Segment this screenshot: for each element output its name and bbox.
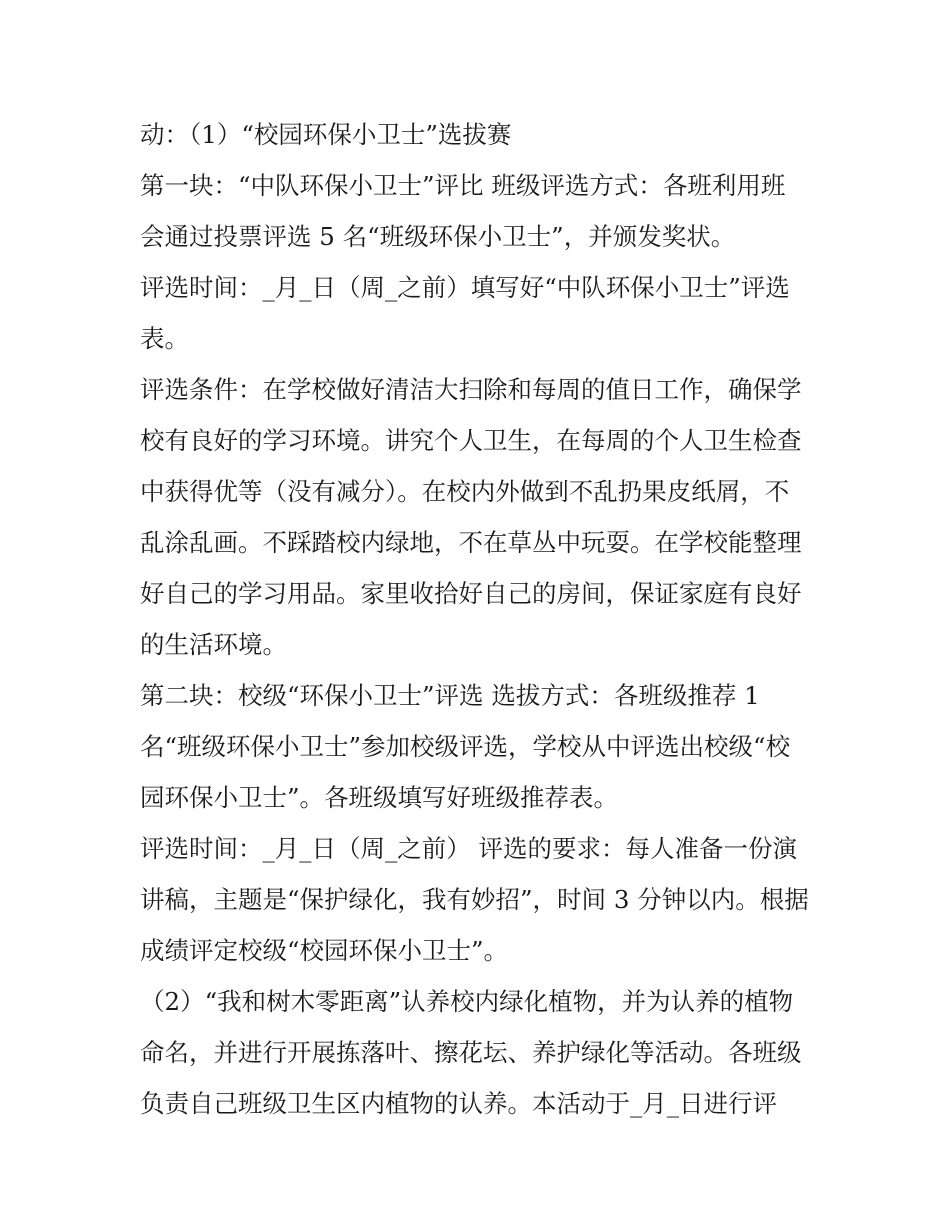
text-line: 第二块：校级“环保小卫士”评选 选拔方式：各班级推荐 1 xyxy=(140,681,760,710)
text-line: 评选条件：在学校做好清洁大扫除和每周的值日工作，确保学 xyxy=(140,375,802,404)
text-line: 园环保小卫士”。各班级填写好班级推荐表。 xyxy=(140,783,619,812)
text-line: 名“班级环保小卫士”参加校级评选，学校从中评选出校级“校 xyxy=(140,732,791,761)
text-line: 乱涂乱画。不踩踏校内绿地，不在草丛中玩耍。在学校能整理 xyxy=(140,528,802,557)
text-line: 第一块：“中队环保小卫士”评比 班级评选方式：各班利用班 xyxy=(140,171,786,200)
text-line: 命名，并进行开展拣落叶、擦花坛、养护绿化等活动。各班级 xyxy=(140,1038,802,1067)
text-line: 动：（1）“校园环保小卫士”选拔赛 xyxy=(140,120,512,149)
text-line: 成绩评定校级“校园环保小卫士”。 xyxy=(140,936,509,965)
text-line: 评选时间：_月_日（周_之前）填写好“中队环保小卫士”评选 xyxy=(140,273,790,302)
text-line: （2）“我和树木零距离”认养校内绿化植物，并为认养的植物 xyxy=(140,987,794,1016)
text-line: 负责自己班级卫生区内植物的认养。本活动于_月_日进行评 xyxy=(140,1089,777,1118)
text-line: 表。 xyxy=(140,324,189,353)
text-line: 讲稿，主题是“保护绿化，我有妙招”，时间 3 分钟以内。根据 xyxy=(140,885,809,914)
text-line: 校有良好的学习环境。讲究个人卫生，在每周的个人卫生检查 xyxy=(140,426,802,455)
text-line: 的生活环境。 xyxy=(140,630,287,659)
document-body xyxy=(140,109,812,1129)
text-line: 评选时间：_月_日（周_之前） 评选的要求：每人准备一份演 xyxy=(140,834,798,863)
text-line: 好自己的学习用品。家里收拾好自己的房间，保证家庭有良好 xyxy=(140,579,802,608)
text-line: 中获得优等（没有减分）。在校内外做到不乱扔果皮纸屑，不 xyxy=(140,477,790,506)
text-line: 会通过投票评选 5 名“班级环保小卫士”，并颁发奖状。 xyxy=(140,222,736,251)
